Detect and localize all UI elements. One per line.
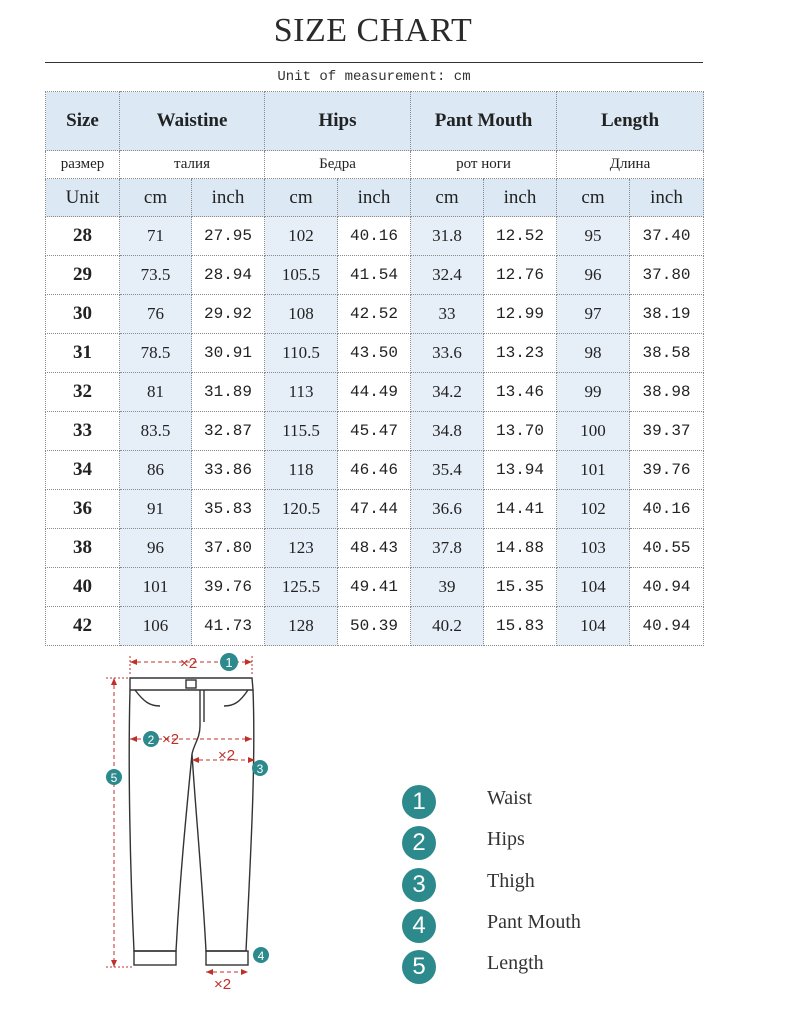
table-row — [46, 490, 704, 529]
table-row — [46, 529, 704, 568]
header-row-ru — [46, 151, 704, 179]
waist-inch-cell: 33.86 — [192, 451, 265, 490]
hips-inch-cell: 47.44 — [338, 490, 411, 529]
pant-mouth-inch-cell: 13.70 — [484, 412, 557, 451]
hips-marker — [143, 731, 159, 747]
legend-label: Thigh — [487, 870, 535, 892]
length-inch-cell: 40.94 — [630, 607, 704, 646]
header-hips: Hips — [265, 92, 411, 151]
waist-inch-cell: 39.76 — [192, 568, 265, 607]
length-inch-cell: 40.16 — [630, 490, 704, 529]
length-cm-cell: 95 — [557, 217, 630, 256]
size-cell: 40 — [46, 568, 120, 607]
pant-mouth-marker — [253, 947, 269, 963]
svg-text:2: 2 — [147, 733, 155, 747]
waist-inch-cell: 41.73 — [192, 607, 265, 646]
header-pant-mouth: Pant Mouth — [411, 92, 557, 151]
waist-cm-cell: 96 — [120, 529, 192, 568]
legend-label: Length — [487, 952, 544, 974]
pant-mouth-cm-cell: 37.8 — [411, 529, 484, 568]
length-cm-cell: 103 — [557, 529, 630, 568]
pant-mouth-cm-cell: 33 — [411, 295, 484, 334]
size-cell: 29 — [46, 256, 120, 295]
waist-cm-cell: 91 — [120, 490, 192, 529]
unit-note: Unit of measurement: cm — [277, 69, 471, 85]
header-length: Length — [557, 92, 704, 151]
waist-inch-cell: 35.83 — [192, 490, 265, 529]
page-title: SIZE CHART — [273, 12, 473, 49]
legend-number-icon: 4 — [402, 909, 436, 943]
length-inch-cell: 39.37 — [630, 412, 704, 451]
table-row — [46, 217, 704, 256]
unit-inch: inch — [630, 179, 704, 217]
hips-inch-cell: 41.54 — [338, 256, 411, 295]
header-waist-ru: талия — [120, 151, 265, 179]
legend-number-icon: 2 — [402, 826, 436, 860]
length-cm-cell: 99 — [557, 373, 630, 412]
hips-cm-cell: 120.5 — [265, 490, 338, 529]
hips-cm-cell: 115.5 — [265, 412, 338, 451]
size-cell: 30 — [46, 295, 120, 334]
length-inch-cell: 38.58 — [630, 334, 704, 373]
size-cell: 31 — [46, 334, 120, 373]
waist-cm-cell: 78.5 — [120, 334, 192, 373]
thigh-marker — [252, 760, 268, 776]
legend-label: Pant Mouth — [487, 911, 581, 933]
hips-inch-cell: 43.50 — [338, 334, 411, 373]
size-cell: 32 — [46, 373, 120, 412]
svg-text:1: 1 — [225, 655, 233, 670]
table-row — [46, 412, 704, 451]
header-length-ru: Длина — [557, 151, 704, 179]
waist-inch-cell: 31.89 — [192, 373, 265, 412]
length-cm-cell: 101 — [557, 451, 630, 490]
length-cm-cell: 98 — [557, 334, 630, 373]
pant-mouth-cm-cell: 33.6 — [411, 334, 484, 373]
unit-cm: cm — [557, 179, 630, 217]
waist-cm-cell: 71 — [120, 217, 192, 256]
length-cm-cell: 102 — [557, 490, 630, 529]
waist-cm-cell: 76 — [120, 295, 192, 334]
hips-cm-cell: 105.5 — [265, 256, 338, 295]
length-cm-cell: 104 — [557, 568, 630, 607]
size-cell: 42 — [46, 607, 120, 646]
hips-inch-cell: 45.47 — [338, 412, 411, 451]
table-row — [46, 451, 704, 490]
length-inch-cell: 40.55 — [630, 529, 704, 568]
hips-cm-cell: 110.5 — [265, 334, 338, 373]
legend-item-length — [402, 950, 662, 988]
thigh-multiplier: ×2 — [218, 747, 236, 764]
pant-mouth-inch-cell: 15.35 — [484, 568, 557, 607]
header-hips-ru: Бедра — [265, 151, 411, 179]
hips-cm-cell: 102 — [265, 217, 338, 256]
unit-cm: cm — [120, 179, 192, 217]
pant-mouth-cm-cell: 34.2 — [411, 373, 484, 412]
length-inch-cell: 38.19 — [630, 295, 704, 334]
svg-text:5: 5 — [110, 771, 118, 785]
length-inch-cell: 37.40 — [630, 217, 704, 256]
waist-inch-cell: 29.92 — [192, 295, 265, 334]
pant-mouth-inch-cell: 14.88 — [484, 529, 557, 568]
waist-cm-cell: 106 — [120, 607, 192, 646]
legend-label: Waist — [487, 787, 533, 809]
length-inch-cell: 38.98 — [630, 373, 704, 412]
pant-mouth-cm-cell: 34.8 — [411, 412, 484, 451]
pant-mouth-cm-cell: 40.2 — [411, 607, 484, 646]
waist-inch-cell: 30.91 — [192, 334, 265, 373]
size-cell: 38 — [46, 529, 120, 568]
legend-item-thigh — [402, 868, 662, 906]
hips-inch-cell: 50.39 — [338, 607, 411, 646]
hips-inch-cell: 49.41 — [338, 568, 411, 607]
size-cell: 28 — [46, 217, 120, 256]
size-table — [45, 91, 704, 646]
pants-diagram — [100, 646, 280, 991]
pant-mouth-inch-cell: 12.52 — [484, 217, 557, 256]
unit-cm: cm — [265, 179, 338, 217]
hips-inch-cell: 46.46 — [338, 451, 411, 490]
hips-cm-cell: 125.5 — [265, 568, 338, 607]
legend-number-icon: 3 — [402, 868, 436, 902]
hips-cm-cell: 123 — [265, 529, 338, 568]
legend-item-pant-mouth — [402, 909, 662, 947]
hips-cm-cell: 113 — [265, 373, 338, 412]
length-inch-cell: 39.76 — [630, 451, 704, 490]
size-cell: 33 — [46, 412, 120, 451]
waist-cm-cell: 101 — [120, 568, 192, 607]
unit-row — [46, 179, 704, 217]
unit-label: Unit — [46, 179, 120, 217]
length-inch-cell: 40.94 — [630, 568, 704, 607]
hips-inch-cell: 48.43 — [338, 529, 411, 568]
length-marker — [106, 769, 122, 785]
header-size: Size — [46, 92, 120, 151]
length-cm-cell: 97 — [557, 295, 630, 334]
pant-mouth-inch-cell: 12.76 — [484, 256, 557, 295]
header-size-ru: размер — [46, 151, 120, 179]
table-row — [46, 295, 704, 334]
waist-inch-cell: 32.87 — [192, 412, 265, 451]
legend-number-icon: 5 — [402, 950, 436, 984]
waist-marker — [220, 653, 238, 671]
svg-text:3: 3 — [256, 762, 264, 776]
waist-inch-cell: 28.94 — [192, 256, 265, 295]
hips-inch-cell: 44.49 — [338, 373, 411, 412]
table-row — [46, 334, 704, 373]
length-inch-cell: 37.80 — [630, 256, 704, 295]
pant-mouth-cm-cell: 36.6 — [411, 490, 484, 529]
legend-item-hips — [402, 826, 662, 864]
hips-inch-cell: 40.16 — [338, 217, 411, 256]
length-cm-cell: 100 — [557, 412, 630, 451]
unit-cm: cm — [411, 179, 484, 217]
table-row — [46, 373, 704, 412]
pant-mouth-inch-cell: 13.46 — [484, 373, 557, 412]
waist-multiplier: ×2 — [180, 655, 198, 672]
size-cell: 34 — [46, 451, 120, 490]
unit-inch: inch — [338, 179, 411, 217]
hips-cm-cell: 118 — [265, 451, 338, 490]
pant-mouth-inch-cell: 14.41 — [484, 490, 557, 529]
pant-mouth-cm-cell: 35.4 — [411, 451, 484, 490]
unit-inch: inch — [484, 179, 557, 217]
hips-inch-cell: 42.52 — [338, 295, 411, 334]
waist-cm-cell: 73.5 — [120, 256, 192, 295]
pant-mouth-cm-cell: 31.8 — [411, 217, 484, 256]
header-row — [46, 92, 704, 151]
pant-mouth-cm-cell: 32.4 — [411, 256, 484, 295]
hips-cm-cell: 128 — [265, 607, 338, 646]
table-row — [46, 607, 704, 646]
waist-inch-cell: 37.80 — [192, 529, 265, 568]
header-waist: Waistine — [120, 92, 265, 151]
unit-inch: inch — [192, 179, 265, 217]
legend-label: Hips — [487, 828, 525, 850]
hips-multiplier: ×2 — [162, 731, 180, 748]
pant-mouth-inch-cell: 15.83 — [484, 607, 557, 646]
pant-mouth-inch-cell: 13.94 — [484, 451, 557, 490]
pants-outline-icon — [129, 678, 254, 965]
waist-cm-cell: 86 — [120, 451, 192, 490]
legend-item-waist — [402, 785, 662, 823]
waist-inch-cell: 27.95 — [192, 217, 265, 256]
table-row — [46, 256, 704, 295]
table-row — [46, 568, 704, 607]
waist-cm-cell: 83.5 — [120, 412, 192, 451]
pant-mouth-dimension — [206, 969, 248, 975]
length-cm-cell: 96 — [557, 256, 630, 295]
title-divider — [45, 62, 703, 63]
size-cell: 36 — [46, 490, 120, 529]
hips-cm-cell: 108 — [265, 295, 338, 334]
waist-cm-cell: 81 — [120, 373, 192, 412]
pant-mouth-multiplier: ×2 — [214, 976, 232, 991]
pant-mouth-inch-cell: 13.23 — [484, 334, 557, 373]
pant-mouth-inch-cell: 12.99 — [484, 295, 557, 334]
legend-number-icon: 1 — [402, 785, 436, 819]
pant-mouth-cm-cell: 39 — [411, 568, 484, 607]
svg-text:4: 4 — [257, 949, 265, 963]
header-pant-mouth-ru: рот ноги — [411, 151, 557, 179]
length-cm-cell: 104 — [557, 607, 630, 646]
